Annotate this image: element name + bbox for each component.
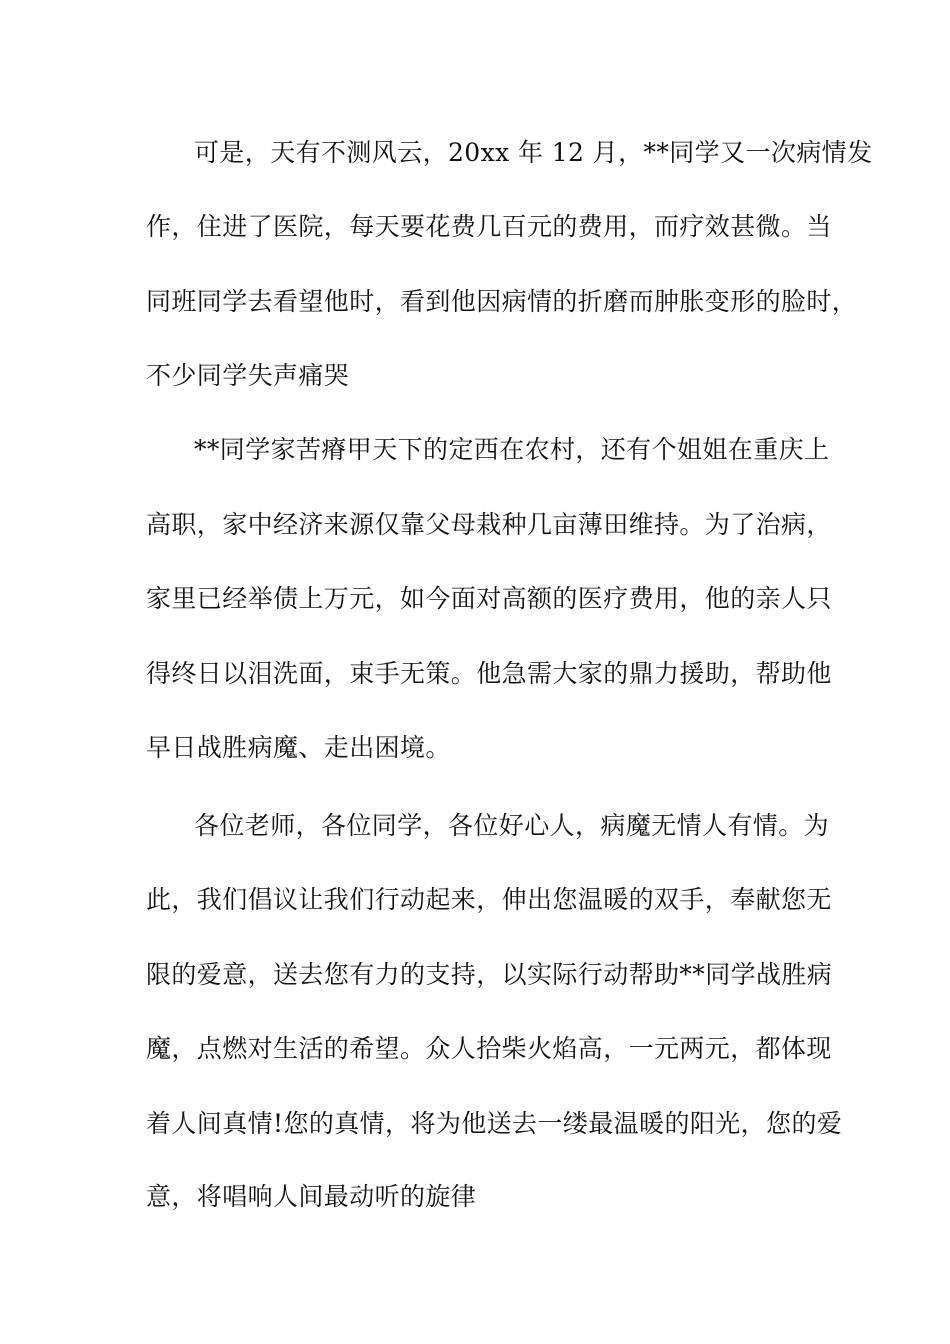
paragraph-1-line-1: 可是，天有不测风云，20xx 年 12 月，**同学又一次病情发 [194,138,873,167]
paragraph-1-line-2: 作，住进了医院，每天要花费几百元的费用，而疗效甚微。当 [146,212,832,241]
paragraph-2-line-2: 高职，家中经济来源仅靠父母栽种几亩薄田维持。为了治病， [146,510,832,539]
paragraph-2-line-1: **同学家苦瘠甲天下的定西在农村，还有个姐姐在重庆上 [194,435,830,464]
paragraph-3-line-4: 魔，点燃对生活的希望。众人拾柴火焰高，一元两元，都体现 [146,1034,832,1063]
paragraph-3-line-3: 限的爱意，送去您有力的支持，以实际行动帮助**同学战胜病 [146,960,833,989]
paragraph-3-line-2: 此，我们倡议让我们行动起来，伸出您温暖的双手，奉献您无 [146,885,832,914]
paragraph-2-line-4: 得终日以泪洗面，束手无策。他急需大家的鼎力援助，帮助他 [146,659,832,688]
paragraph-3-line-1: 各位老师，各位同学，各位好心人，病魔无情人有情。为 [194,811,830,840]
paragraph-2-line-5: 早日战胜病魔、走出困境。 [146,733,451,762]
paragraph-3-line-6: 意，将唱响人间最动听的旋律 [146,1182,477,1211]
paragraph-1-line-3: 同班同学去看望他时，看到他因病情的折磨而肿胀变形的脸时， [146,287,858,316]
paragraph-2-line-3: 家里已经举债上万元，如今面对高额的医疗费用，他的亲人只 [146,584,832,613]
paragraph-3-line-5: 着人间真情!您的真情，将为他送去一缕最温暖的阳光，您的爱 [146,1109,843,1138]
paragraph-1-line-4: 不少同学失声痛哭 [146,361,350,390]
